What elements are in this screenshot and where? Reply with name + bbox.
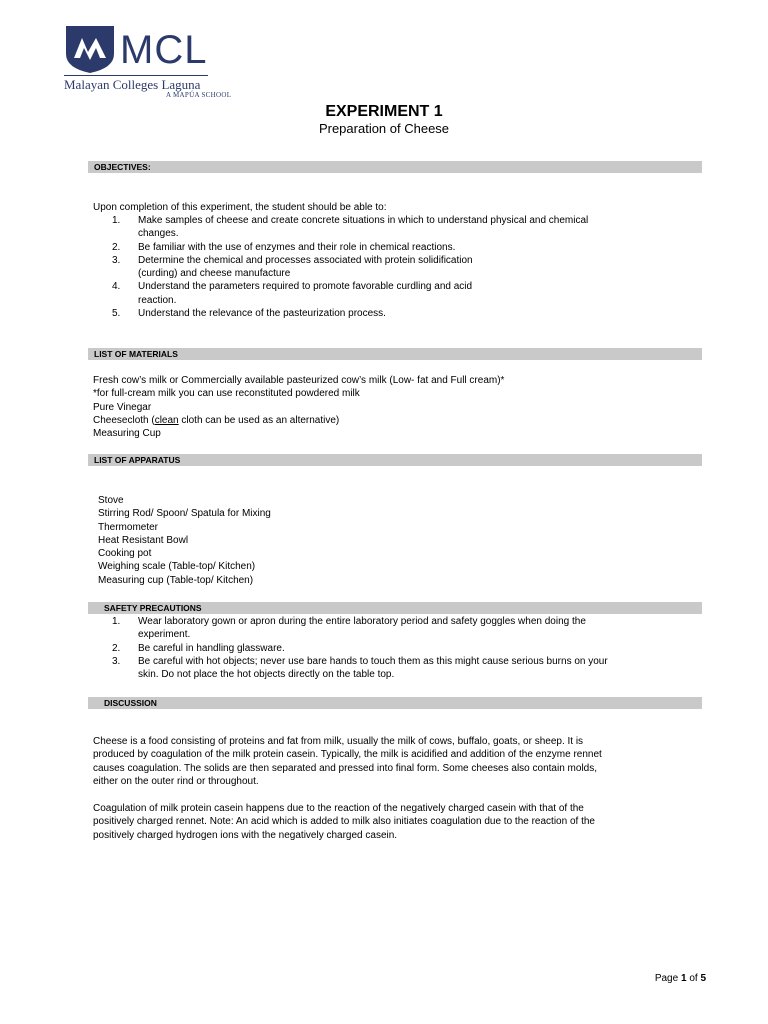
discussion-paragraph-2: Coagulation of milk protein casein happens due to the reaction of the negatively charged casein with that of the positively charged rennet. Note: An acid which is added to milk also initiates coagulation due to the reaction of the positively charged hydrogen ions with the negatively charged casein. [93, 803, 595, 841]
list-item: 2. Be careful in handling glassware. [112, 642, 285, 654]
list-item: 3. Be careful with hot objects; never use bare hands to touch them as this might cause serious burns on your skin. Do not place the hot objects directly on the table top. [112, 655, 608, 681]
list-item: Measuring Cup [93, 428, 161, 440]
list-item: 1. Wear laboratory gown or apron during the entire laboratory period and safety goggles when doing the experiment. [112, 616, 586, 641]
mcl-shield-icon [64, 24, 116, 74]
list-item: Measuring cup (Table-top/ Kitchen) [98, 574, 254, 586]
logo-divider [64, 75, 208, 76]
list-item: 1. Make samples of cheese and create concrete situations in which to understand physical and chemical changes. [112, 215, 589, 240]
document-subtitle: Preparation of Cheese [318, 121, 450, 136]
materials-list [93, 374, 504, 440]
objectives-heading: OBJECTIVES: [88, 161, 702, 173]
logo-wordmark: MCL [120, 28, 208, 72]
list-item: Cheesecloth (clean cloth can be used as an alternative) [93, 414, 340, 426]
list-item: Stove [98, 495, 124, 506]
logo-subtitle: Malayan Colleges Laguna [64, 77, 201, 92]
document-title: EXPERIMENT 1 [325, 103, 443, 120]
list-item: *for full-cream milk you can use reconstituted powdered milk [93, 388, 360, 400]
list-item: Thermometer [98, 521, 159, 533]
list-item: Cooking pot [98, 548, 152, 560]
apparatus-list [98, 494, 271, 587]
discussion-paragraph-1: Cheese is a food consisting of proteins and fat from milk, usually the milk of cows, buffalo, goats, or sheep. It is produced by coagulation of the milk protein casein. Typically, the milk is acidified and addition of the enzyme rennet causes coagulation. The solids are then separated and pressed into final form. Some cheeses also contain molds, either on the outer rind or throughout. [93, 736, 602, 787]
list-item: 5. Understand the relevance of the pasteurization process. [112, 308, 386, 320]
objectives-intro: Upon completion of this experiment, the student should be able to: [93, 202, 387, 213]
logo-tagline: A MAPÚA SCHOOL [166, 91, 232, 99]
objectives-list [112, 214, 588, 320]
list-item: 4. Understand the parameters required to promote favorable curdling and acid reaction. [112, 281, 473, 306]
safety-heading: SAFETY PRECAUTIONS [88, 602, 702, 614]
list-item: Stirring Rod/ Spoon/ Spatula for Mixing [98, 508, 271, 520]
page-number: Page 1 of 5 [654, 973, 706, 984]
list-item: Fresh cow’s milk or Commercially available pasteurized cow’s milk (Low- fat and Full cream)* [93, 375, 505, 386]
list-item: 3. Determine the chemical and processes associated with protein solidification (curding) and cheese manufacture [112, 254, 473, 280]
apparatus-heading: LIST OF APPARATUS [88, 454, 702, 466]
discussion-heading: DISCUSSION [88, 697, 702, 709]
materials-heading: LIST OF MATERIALS [88, 348, 702, 360]
safety-list [112, 615, 608, 681]
mcl-logo [64, 24, 232, 100]
list-item: Heat Resistant Bowl [98, 534, 189, 546]
list-item: Pure Vinegar [93, 401, 152, 413]
list-item: 2. Be familiar with the use of enzymes and their role in chemical reactions. [112, 241, 456, 253]
list-item: Weighing scale (Table-top/ Kitchen) [98, 561, 256, 573]
